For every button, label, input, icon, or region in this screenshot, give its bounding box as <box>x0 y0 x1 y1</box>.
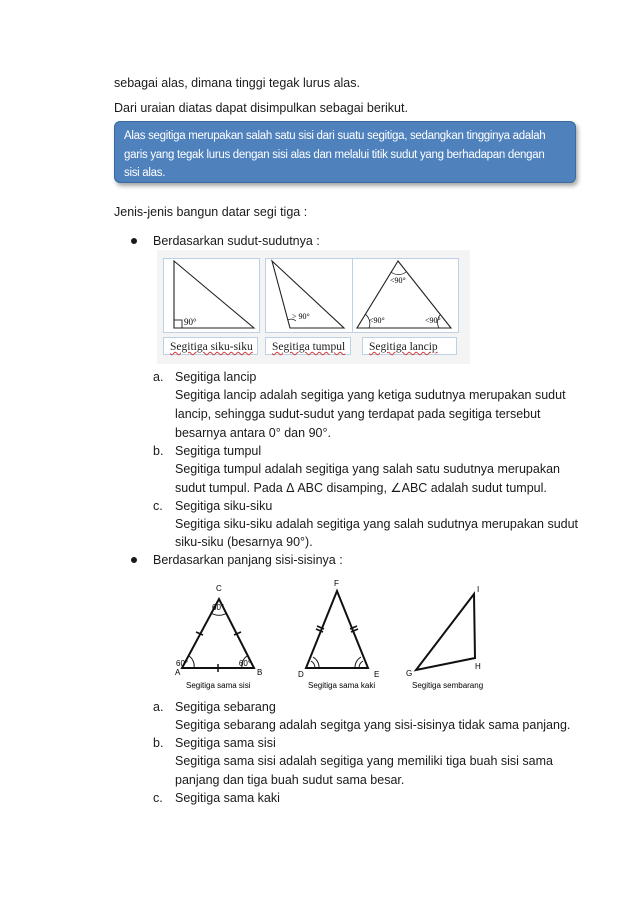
item-title: Segitiga tumpul <box>175 444 262 458</box>
equilateral-angle-label-right: 60° <box>238 659 251 668</box>
angle-types-figure <box>157 250 470 364</box>
item-line: Segitiga siku-siku adalah segitiga yang salah sudutnya merupakan sudut <box>175 517 579 531</box>
item-title: Segitiga sebarang <box>175 700 276 714</box>
right-angle-label: 90° <box>184 317 197 327</box>
vertex-label: G <box>406 669 413 678</box>
caption-equilateral: Segitiga sama sisi <box>186 681 251 690</box>
side-types-figure <box>170 575 515 695</box>
item-line: Segitiga lancip adalah segitiga yang ketiga sudutnya merupakan sudut <box>175 388 566 402</box>
vertex-label: E <box>374 670 380 679</box>
intro-line: sebagai alas, dimana tinggi tegak lurus alas. <box>114 76 360 90</box>
item-line: Segitiga sebarang adalah segitga yang sisi-sisinya tidak sama panjang. <box>175 718 571 732</box>
angle-section-heading: Berdasarkan sudut-sudutnya : <box>153 234 320 248</box>
item-line: lancip, sehingga sudut-sudut yang terdapat pada segitiga tersebut <box>175 407 541 421</box>
item-line: besarnya antara 0° dan 90°. <box>175 426 331 440</box>
item-marker: b. <box>153 736 164 750</box>
item-marker: a. <box>153 700 164 714</box>
item-title: Segitiga lancip <box>175 370 257 384</box>
item-line: panjang dan tiga buah sudut sama besar. <box>175 773 405 787</box>
right-triangle-panel <box>163 258 260 333</box>
vertex-label: H <box>475 662 481 671</box>
item-line: sudut tumpul. Pada Δ ABC disamping, ∠ABC adalah sudut tumpul. <box>175 481 547 495</box>
bullet-icon <box>131 557 137 563</box>
definition-callout <box>114 121 576 183</box>
bullet-icon <box>131 238 137 244</box>
item-line: siku-siku (besarnya 90°). <box>175 535 313 549</box>
caption-text: Segitiga lancip <box>369 341 438 353</box>
caption-isosceles: Segitiga sama kaki <box>308 681 376 690</box>
item-line: Segitiga sama sisi adalah segitiga yang memiliki tiga buah sisi sama <box>175 754 553 768</box>
item-title: Segitiga sama kaki <box>175 791 280 805</box>
caption-scalene: Segitiga sembarang <box>412 681 484 690</box>
obtuse-triangle-panel <box>265 258 353 333</box>
item-title: Segitiga siku-siku <box>175 499 273 513</box>
caption-obtuse-triangle <box>265 337 351 355</box>
caption-acute-triangle <box>362 337 457 355</box>
isosceles-triangle-diagram <box>298 579 379 690</box>
vertex-label: F <box>334 579 339 588</box>
item-marker: c. <box>153 791 163 805</box>
equilateral-angle-label-top: 60° <box>212 603 225 612</box>
equilateral-triangle-diagram <box>175 584 262 690</box>
acute-triangle-panel <box>352 258 459 333</box>
scalene-triangle-diagram <box>406 585 483 690</box>
vertex-label: C <box>216 584 222 593</box>
conclusion-intro: Dari uraian diatas dapat disimpulkan sebagai berikut. <box>114 101 408 115</box>
acute-angle-label-top: <90° <box>390 276 406 285</box>
acute-angle-label-right: <90° <box>425 316 441 325</box>
obtuse-triangle-diagram <box>266 259 352 332</box>
vertex-label: B <box>257 668 263 677</box>
item-marker: b. <box>153 444 164 458</box>
callout-line: sisi alas. <box>124 167 166 179</box>
callout-line: garis yang tegak lurus dengan sisi alas dan melalui titik sudut yang berhadapan dengan <box>124 148 545 161</box>
vertex-label: I <box>477 585 480 594</box>
equilateral-angle-label-left: 60° <box>176 659 189 668</box>
item-title: Segitiga sama sisi <box>175 736 276 750</box>
item-line: Segitiga tumpul adalah segitiga yang salah satu sudutnya merupakan <box>175 462 560 476</box>
acute-angle-label-left: <90° <box>369 316 385 325</box>
types-heading: Jenis-jenis bangun datar segi tiga : <box>114 205 308 219</box>
caption-text: Segitiga siku-siku <box>170 341 253 353</box>
right-triangle-diagram <box>164 259 259 332</box>
acute-triangle-diagram <box>353 259 458 332</box>
item-marker: c. <box>153 499 163 513</box>
caption-text: Segitiga tumpul <box>272 341 346 353</box>
item-marker: a. <box>153 370 164 384</box>
caption-right-triangle <box>163 337 258 355</box>
side-section-heading: Berdasarkan panjang sisi-sisinya : <box>153 553 343 567</box>
obtuse-angle-label: > 90° <box>292 312 310 321</box>
vertex-label: A <box>175 668 181 677</box>
callout-line: Alas segitiga merupakan salah satu sisi dari suatu segitiga, sedangkan tingginya adalah <box>124 130 546 142</box>
vertex-label: D <box>298 670 304 679</box>
